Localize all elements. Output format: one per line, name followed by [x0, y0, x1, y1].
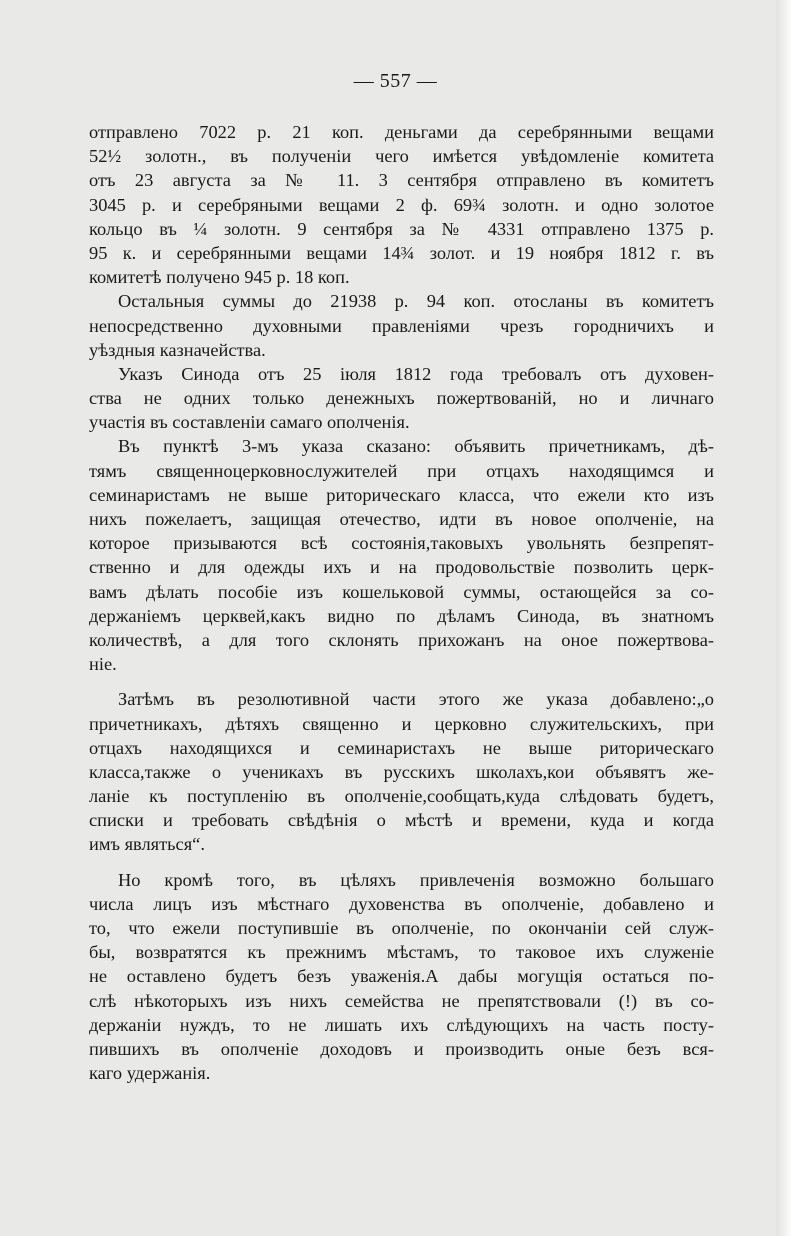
text-line: Затѣмъ въ резолютивной части этого же указа добавлено:„о [118, 689, 714, 710]
paragraph [89, 362, 714, 435]
text-line: Въ пунктѣ 3-мъ указа сказано: объявить причетникамъ, дѣ- [118, 436, 714, 457]
text-line: причетникахъ, дѣтяхъ священно и церковно служительскихъ, при [89, 713, 714, 734]
text-line: 52½ золотн., въ полученіи чего имѣется увѣдомленіе комитета [89, 146, 714, 167]
text-line: числа лицъ изъ мѣстнаго духовенства въ ополченіе, добавлено и [89, 893, 714, 914]
text-line: каго удержанія. [89, 1063, 211, 1084]
text-line: отцахъ находящихся и семинаристахъ не выше риторическаго [89, 737, 714, 758]
text-line: держаніемъ церквей,какъ видно по дѣламъ Синода, въ знатномъ [89, 605, 714, 626]
text-line: кольцо въ ¼ золотн. 9 сентября за № 4331 отправлено 1375 р. [89, 218, 714, 239]
text-line: количествѣ, а для того склонять прихожанъ на оное пожертвова- [89, 629, 714, 650]
text-line: комитетѣ получено 945 р. 18 коп. [89, 267, 350, 288]
paragraph-gap [89, 857, 714, 868]
paragraph [89, 289, 714, 362]
text-line: тямъ священноцерковнослужителей при отцахъ находящимся и [89, 460, 714, 481]
text-line: непосредственно духовными правленіями чрезъ городничихъ и [89, 315, 714, 336]
text-line: списки и требовать свѣдѣнія о мѣстѣ и времени, куда и когда [89, 810, 714, 831]
text-line: отъ 23 августа за № 11. 3 сентября отправлено въ комитетъ [89, 170, 714, 191]
page-edge [776, 0, 791, 1236]
text-line: то, что ежели поступившіе въ ополченіе, по окончаніи сей служ- [89, 918, 714, 938]
text-line: 95 к. и серебрянными вещами 14¾ золот. и 19 ноября 1812 г. въ [89, 242, 714, 263]
text-line: отправлено 7022 р. 21 коп. деньгами да серебрянными вещами [89, 122, 714, 142]
text-line: 3045 р. и серебряными вещами 2 ф. 69¾ золотн. и одно золотое [89, 194, 714, 215]
text-line: которое призываются всѣ состоянія,таковыхъ увольнять безпрепят- [89, 533, 714, 554]
text-line: семинаристамъ не выше риторическаго класса, что ежели кто изъ [89, 484, 714, 505]
text-line: Но кромѣ того, въ цѣляхъ привлеченія возможно большаго [118, 869, 714, 890]
text-line: бы, возвратятся къ прежнимъ мѣстамъ, то таковое ихъ служеніе [89, 942, 714, 963]
text-line: Указъ Синода отъ 25 іюля 1812 года требовалъ отъ духовен- [118, 363, 714, 384]
text-line: нихъ пожелаетъ, защищая отечество, идти въ новое ополченіе, на [89, 509, 714, 529]
text-line: уѣздныя казначейства. [89, 339, 266, 360]
paragraph [89, 120, 714, 289]
text-line: ніе. [89, 654, 117, 675]
text-line: слѣ нѣкоторыхъ изъ нихъ семейства не препятствовали (!) въ со- [89, 990, 714, 1011]
text-line: ственно и для одежды ихъ и на продовольствіе позволить церк- [89, 557, 714, 578]
text-line: держаніи нуждъ, то не лишать ихъ слѣдующихъ на часть посту- [89, 1014, 714, 1035]
text-line: ланіе къ поступленію въ ополченіе,сообщать,куда слѣдовать будетъ, [89, 786, 714, 807]
page-number: — 557 — [353, 70, 438, 92]
paragraph-gap [89, 676, 714, 687]
text-line: Остальныя суммы до 21938 р. 94 коп. отосланы въ комитетъ [118, 291, 714, 312]
text-line: вамъ дѣлать пособіе изъ кошельковой суммы, остающейся за со- [89, 581, 714, 602]
text-line: пившихъ въ ополченіе доходовъ и производить оные безъ вся- [89, 1038, 714, 1059]
text-body [89, 120, 714, 1085]
text-line: класса,также о ученикахъ въ русскихъ школахъ,кои объявятъ же- [89, 761, 714, 782]
paragraph [89, 434, 714, 676]
text-line: участія въ составленіи самаго ополченія. [89, 412, 410, 433]
text-line: имъ являться“. [89, 834, 205, 855]
paragraph [89, 687, 714, 856]
text-line: ства не одних только денежныхъ пожертвованій, но и личнаго [89, 388, 714, 409]
text-line: не оставлено будетъ безъ уваженія.А дабы могущія остаться по- [89, 966, 714, 987]
paragraph [89, 868, 714, 1086]
